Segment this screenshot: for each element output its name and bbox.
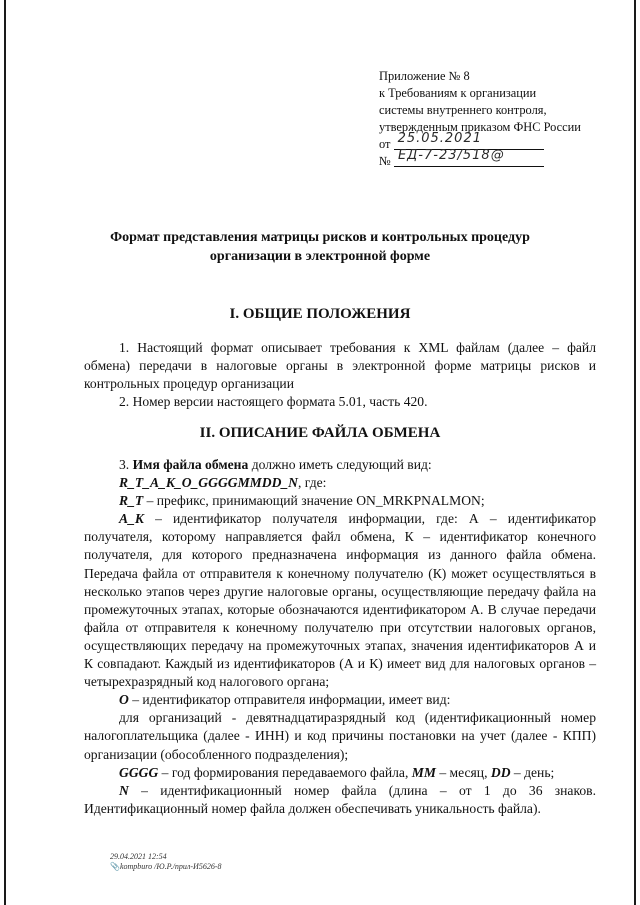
footer-stamp: [110, 852, 222, 872]
scan-edge-left: [4, 0, 6, 905]
footer-path: kompburo /Ю.Р./прил-И5626-8: [119, 862, 222, 871]
appendix-line-3: системы внутреннего контроля,: [379, 103, 547, 117]
section-1-body: [84, 339, 596, 411]
scan-edge-right: [634, 0, 636, 905]
code-o: O: [119, 692, 129, 708]
appendix-line-1: Приложение № 8: [379, 69, 470, 83]
section-2-heading: II. ОПИСАНИЕ ФАЙЛА ОБМЕНА: [199, 425, 441, 441]
file-name-term: Имя файла обмена: [132, 457, 249, 472]
appendix-header: [379, 68, 619, 170]
code-ak: A_K: [119, 511, 144, 527]
definition-date: GGGG – год формирования передаваемого файла, MM – месяц, DD – день;: [119, 764, 555, 780]
paperclip-icon: 📎: [110, 862, 120, 871]
definition-n: N – идентификационный номер файла (длина – от 1 до 36 знаков. Идентификационный номер файла должен обеспечивать уникальность файла).: [84, 782, 596, 816]
paragraph-1: 1. Настоящий формат описывает требования к XML файлам (далее – файл обмена) передачи в налоговые органы в электронной форме матрицы рисков и контрольных процедур организации: [84, 340, 596, 392]
section-1-heading: I. ОБЩИЕ ПОЛОЖЕНИЯ: [229, 306, 411, 322]
paragraph-3: 3. Имя файла обмена должно иметь следующий вид:: [119, 457, 432, 472]
definition-org: для организаций - девятнадцатиразрядный код (идентификационный номер налогоплательщика (далее - ИНН) и код причины постановки на учет (далее - КПП) организации (обособленного подразделения);: [84, 710, 596, 762]
title-line-2: организации в электронной форме: [209, 249, 431, 264]
date-prefix: от: [379, 137, 391, 151]
appendix-number-line: [379, 148, 619, 170]
file-name-pattern: R_T_A_K_O_GGGGMMDD_N, где:: [119, 475, 327, 491]
handwritten-number: ЕД-7-23/518@: [397, 148, 505, 163]
number-prefix: №: [379, 154, 391, 168]
code-n: N: [119, 782, 129, 798]
section-2-body: [84, 456, 596, 818]
definition-rt: R_T – префикс, принимающий значение ON_MRKPNALMON;: [119, 493, 485, 509]
appendix-line-2: к Требованиям к организации: [379, 86, 537, 100]
code-rt: R_T: [119, 493, 144, 509]
appendix-line-4: утвержденным приказом ФНС России: [379, 120, 581, 134]
number-field: [394, 148, 544, 167]
pattern-code: R_T_A_K_O_GGGGMMDD_N: [119, 475, 298, 491]
definition-o: O – идентификатор отправителя информации, имеет вид:: [119, 692, 451, 708]
title-line-1: Формат представления матрицы рисков и контрольных процедур: [110, 230, 530, 245]
handwritten-date: 25.05.2021: [397, 131, 482, 146]
paragraph-2: 2. Номер версии настоящего формата 5.01, часть 420.: [119, 394, 428, 410]
footer-timestamp: 29.04.2021 12:54: [110, 852, 167, 861]
definition-ak: A_K – идентификатор получателя информации, где: А – идентификатор получателя, которому направляется файл обмена, К – идентификатор конечного получателя, для которого предназначена информация из данного файла обмена. Передача файла от отправителя к конечному получателю (К) может осуществляться в несколько этапов через другие налоговые органы, осуществляющие передачу файла на промежуточных этапах, которые обозначаются идентификатором А. В случае передачи файла от отправителя к конечному получателю при отсутствии налоговых органов, осуществляющих передачу на промежуточных этапах, значения идентификаторов А и К совпадают. Каждый из идентификаторов (А и К) имеет вид для налоговых органов – четырехразрядный код налогового органа;: [84, 511, 596, 690]
document-title: [90, 228, 550, 266]
